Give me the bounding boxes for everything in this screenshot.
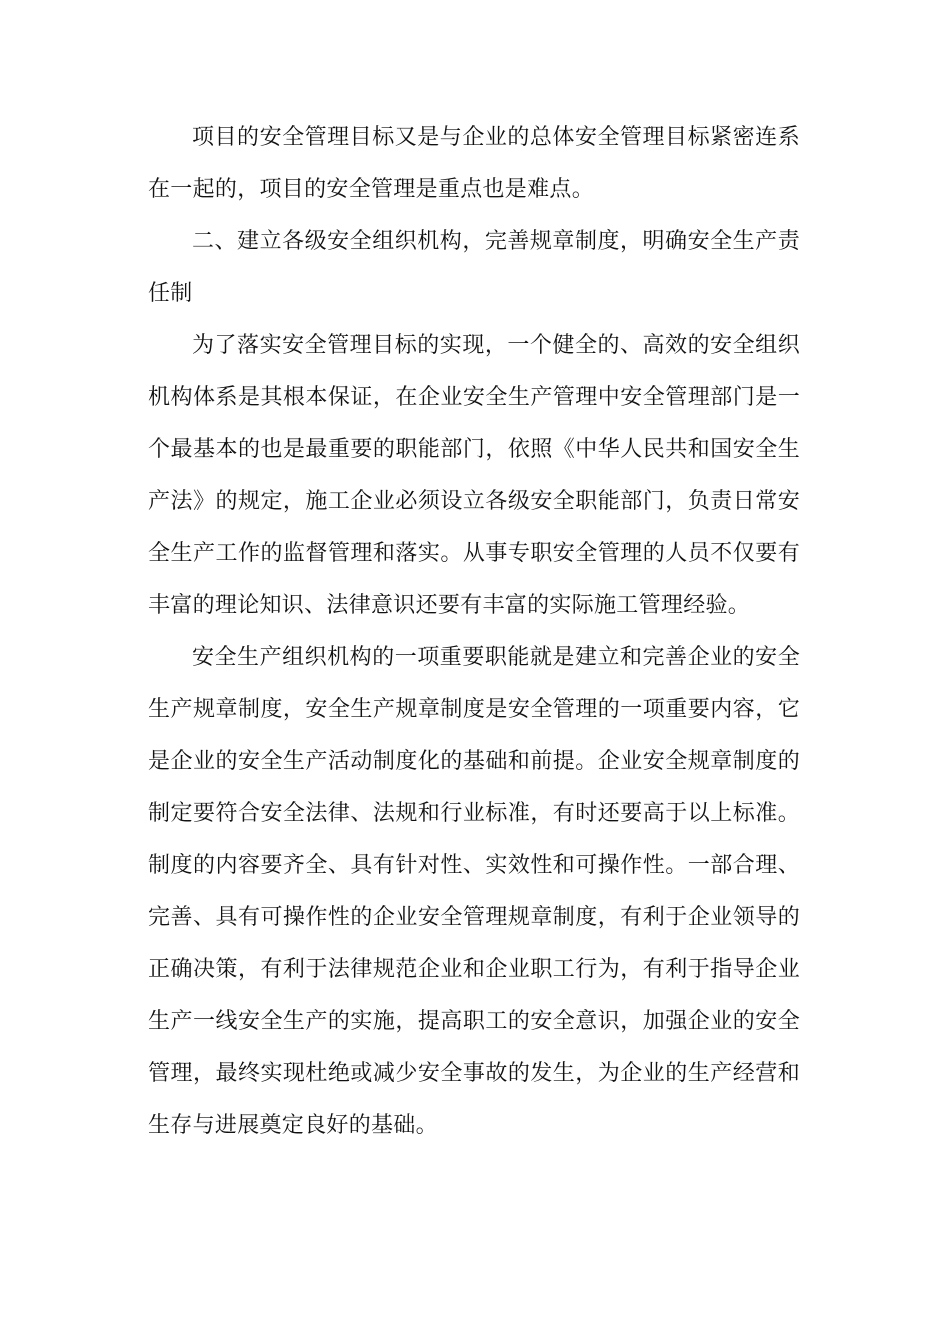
document-body: [148, 112, 800, 1152]
paragraph-organization: 为了落实安全管理目标的实现，一个健全的、高效的安全组织机构体系是其根本保证，在企业安全生产管理中安全管理部门是一个最基本的也是最重要的职能部门，依照《中华人民共和国安全生产法》的规定，施工企业必须设立各级安全职能部门，负责日常安全生产工作的监督管理和落实。从事专职安全管理的人员不仅要有丰富的理论知识、法律意识还要有丰富的实际施工管理经验。: [148, 333, 800, 618]
section-heading: 二、建立各级安全组织机构，完善规章制度，明确安全生产责任制: [148, 229, 800, 306]
paragraph-regulations: 安全生产组织机构的一项重要职能就是建立和完善企业的安全生产规章制度，安全生产规章制度是安全管理的一项重要内容，它是企业的安全生产活动制度化的基础和前提。企业安全规章制度的制定要符合安全法律、法规和行业标准，有时还要高于以上标准。制度的内容要齐全、具有针对性、实效性和可操作性。一部合理、完善、具有可操作性的企业安全管理规章制度，有利于企业领导的正确决策，有利于法律规范企业和企业职工行为，有利于指导企业生产一线安全生产的实施，提高职工的安全意识，加强企业的安全管理，最终实现杜绝或减少安全事故的发生，为企业的生产经营和生存与进展奠定良好的基础。: [148, 645, 800, 1138]
paragraph-intro: 项目的安全管理目标又是与企业的总体安全管理目标紧密连系在一起的，项目的安全管理是重点也是难点。: [148, 125, 800, 202]
